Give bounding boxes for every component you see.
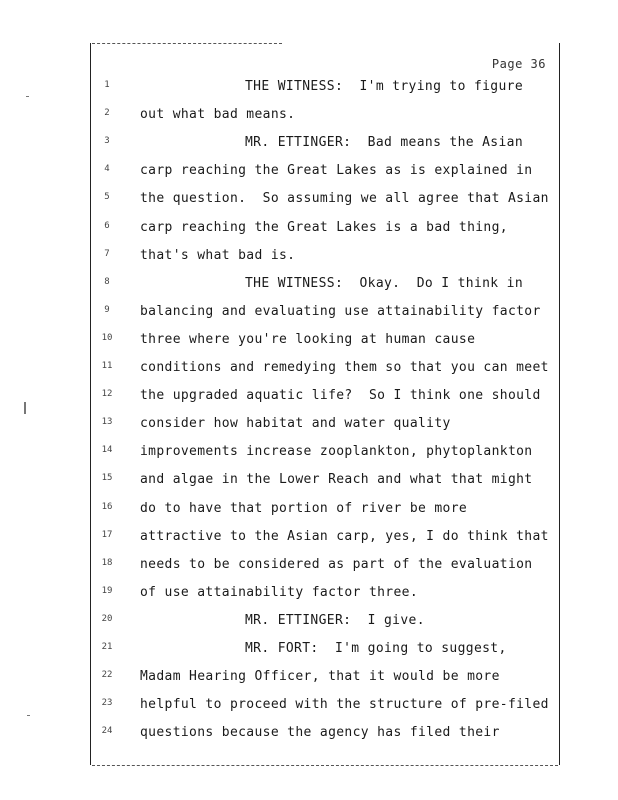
transcript-line	[0, 249, 618, 269]
line-text: questions because the agency has filed their	[140, 725, 500, 741]
line-text: Madam Hearing Officer, that it would be more	[140, 669, 500, 685]
line-number: 3	[104, 136, 110, 147]
line-number: 2	[104, 108, 110, 119]
transcript-line	[0, 164, 618, 184]
transcript-line	[0, 473, 618, 493]
line-text: of use attainability factor three.	[140, 584, 419, 600]
transcript-line	[0, 192, 618, 212]
transcript-line	[0, 417, 618, 437]
line-number: 17	[101, 529, 113, 540]
line-number: 21	[101, 642, 113, 652]
transcript-line	[0, 558, 618, 578]
line-text: MR. ETTINGER: I give.	[245, 612, 425, 628]
transcript-line	[0, 361, 618, 381]
transcript-line	[0, 389, 618, 409]
transcript-line	[0, 670, 618, 690]
transcript-line	[0, 305, 618, 325]
transcript-line	[0, 80, 618, 100]
transcript-line	[0, 726, 618, 746]
transcript-line	[0, 530, 618, 550]
line-text: THE WITNESS: Okay. Do I think in	[245, 275, 524, 291]
transcript-line	[0, 333, 618, 353]
line-number: 5	[104, 192, 110, 203]
line-number: 7	[104, 248, 110, 259]
line-text: conditions and remedying them so that you can meet	[140, 360, 549, 375]
line-number: 24	[101, 726, 113, 737]
transcript-line	[0, 277, 618, 297]
line-text: the upgraded aquatic life? So I think one should	[140, 388, 541, 404]
page-number: Page 36	[491, 57, 546, 71]
line-text: the question. So assuming we all agree that Asian	[140, 191, 549, 207]
transcript-line	[0, 136, 618, 156]
line-text: that's what bad is.	[140, 247, 296, 263]
line-number: 10	[101, 332, 113, 343]
transcript-line	[0, 614, 618, 634]
line-number: 15	[101, 473, 113, 484]
line-number: 22	[101, 670, 113, 681]
line-number: 14	[101, 445, 113, 456]
line-text: and algae in the Lower Reach and what that might	[140, 472, 533, 488]
line-text: THE WITNESS: I'm trying to figure	[245, 79, 524, 94]
line-text: helpful to proceed with the structure of pre-filed	[140, 697, 549, 713]
line-text: needs to be considered as part of the evaluation	[140, 556, 533, 572]
line-number: 8	[104, 276, 110, 287]
transcript-line	[0, 586, 618, 606]
transcript-line	[0, 698, 618, 718]
transcript-line	[0, 221, 618, 241]
line-text: attractive to the Asian carp, yes, I do think that	[140, 528, 549, 544]
line-number: 18	[101, 557, 113, 568]
line-text: out what bad means.	[140, 107, 296, 123]
transcript-line	[0, 642, 618, 662]
line-number: 12	[101, 389, 113, 400]
line-number: 20	[101, 613, 113, 624]
line-text: improvements increase zooplankton, phytoplankton	[140, 444, 533, 460]
line-text: balancing and evaluating use attainability factor	[140, 303, 541, 319]
line-text: carp reaching the Great Lakes as is explained in	[140, 163, 533, 179]
line-text: carp reaching the Great Lakes is a bad thing,	[140, 219, 508, 235]
transcript-line	[0, 445, 618, 465]
line-number: 19	[101, 585, 113, 596]
line-number: 6	[104, 220, 110, 231]
line-text: MR. ETTINGER: Bad means the Asian	[245, 135, 524, 151]
line-number: 23	[101, 698, 113, 709]
line-text: consider how habitat and water quality	[140, 416, 451, 432]
transcript-line	[0, 108, 618, 128]
line-text: MR. FORT: I'm going to suggest,	[245, 641, 507, 656]
line-number: 11	[101, 361, 113, 371]
line-number: 16	[101, 501, 113, 512]
line-number: 13	[101, 417, 113, 428]
bottom-scan-line	[92, 765, 558, 766]
line-text: do to have that portion of river be more	[140, 500, 468, 516]
line-number: 1	[104, 80, 110, 90]
line-number: 4	[104, 164, 110, 175]
line-text: three where you're looking at human cause	[140, 331, 476, 347]
transcript-line	[0, 502, 618, 522]
line-number: 9	[104, 304, 110, 315]
